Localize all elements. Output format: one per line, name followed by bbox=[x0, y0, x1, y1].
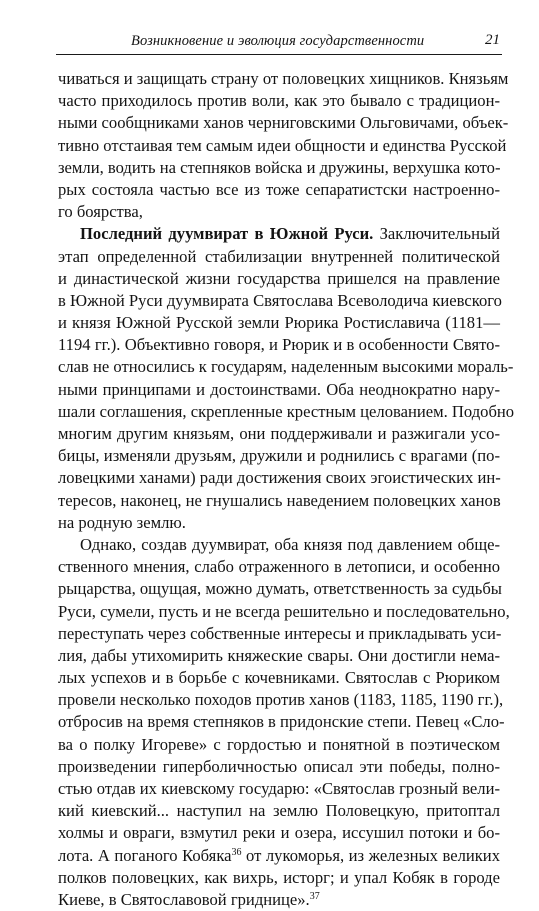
text-line: произведении гиперболичностью описал эти победы, полно- bbox=[58, 756, 500, 776]
text-line-with-heading bbox=[58, 223, 500, 245]
text-line: рыцарства, ощущая, можно думать, ответственность за судьбы bbox=[58, 579, 502, 599]
text-line: Однако, создав дуумвират, оба князя под давлением обще- bbox=[80, 534, 500, 554]
section-heading: Последний дуумвират в Южной Руси. bbox=[80, 224, 374, 244]
text-line: кий киевский... наступил на землю Половецкую, притоптал bbox=[58, 801, 500, 821]
text-line: 1194 гг.). Объективно говоря, и Рюрик и в особенности Свято- bbox=[58, 335, 500, 355]
text-line: ными сообщниками ханов черниговскими Ольговичами, объек- bbox=[58, 113, 509, 133]
text-line: в Южной Руси дуумвирата Святослава Всеволодича киевского bbox=[58, 290, 502, 310]
text-line: ными принципами и достоинствами. Оба неоднократно нару- bbox=[58, 379, 500, 399]
text-line: на родную землю. bbox=[58, 512, 186, 532]
text-line: отбросив на время степняков в придонские степи. Певец «Сло- bbox=[58, 712, 505, 732]
text-line: холмы и овраги, взмутил реки и озера, иссушил потоки и бо- bbox=[58, 823, 500, 843]
text-line: и князя Южной Русской земли Рюрика Ростиславича (1181— bbox=[58, 313, 500, 333]
text-line: лия, дабы утихомирить княжеские свары. Они достигли нема- bbox=[58, 645, 500, 665]
text-line: полков половецких, как вихрь, исторг; и упал Кобяк в городе bbox=[58, 867, 500, 887]
text-line: го боярства, bbox=[58, 202, 143, 222]
text-line: чиваться и защищать страну от половецких хищников. Князьям bbox=[58, 69, 509, 88]
text-line: тересов, наконец, не гнушались наведением половецких ханов bbox=[58, 490, 501, 510]
last-line-text: Киеве, в Святославовой гриднице». bbox=[58, 889, 310, 909]
page-number: 21 bbox=[485, 32, 500, 48]
running-header bbox=[56, 30, 502, 55]
footnote-line-after: от лукоморья, из железных великих bbox=[241, 845, 500, 865]
text-line: ва о полку Игореве» с гордостью и понятной в поэтическом bbox=[58, 734, 500, 754]
text-line: земли, водить на степняков войска и дружины, верхушка кото- bbox=[58, 157, 501, 177]
footnote-marker[interactable]: 37 bbox=[309, 890, 320, 902]
body-text bbox=[58, 68, 515, 911]
text-line-footnote bbox=[58, 889, 500, 911]
text-line: провели несколько походов против ханов (1183, 1185, 1190 гг.), bbox=[58, 690, 504, 710]
heading-line-rest: Заключительный bbox=[373, 224, 500, 244]
text-line: лых успехов и в борьбе с кочевниками. Святослав с Рюриком bbox=[58, 668, 500, 688]
text-line: часто приходилось против воли, как это бывало с традицион- bbox=[58, 91, 500, 111]
text-line: Руси, сумели, пусть и не всегда решительно и последовательно, bbox=[58, 601, 510, 621]
text-line: и династической жизни государства пришелся на правление bbox=[58, 268, 500, 288]
footnote-line-before: лота. А поганого Кобяка bbox=[58, 845, 232, 865]
paragraph-achievements bbox=[58, 534, 510, 911]
footnote-marker[interactable]: 36 bbox=[231, 846, 242, 858]
text-line-footnote bbox=[58, 845, 500, 867]
text-line: стью отдав их киевскому государю: «Святослав грозный вели- bbox=[58, 779, 500, 798]
text-line: рых состояла частью все из тоже сепаратистски настроенно- bbox=[58, 179, 500, 199]
text-line: шали соглашения, скрепленные крестным целованием. Подобно bbox=[58, 401, 515, 421]
text-line: этап определенной стабилизации внутренней политической bbox=[58, 246, 500, 266]
text-line: бицы, изменяли друзьям, дружили и роднились с врагами (по- bbox=[58, 446, 500, 466]
text-line: ственного мнения, слабо отраженного в летописи, и особенно bbox=[58, 557, 500, 577]
text-line: многим другим князьям, они поддерживали и разжигали усо- bbox=[58, 424, 500, 443]
text-line: переступать через собственные интересы и прикладывать уси- bbox=[58, 623, 502, 643]
text-line: слав не относились к государям, наделенным высокими мораль- bbox=[58, 357, 514, 377]
running-title: Возникновение и эволюция государственности bbox=[131, 33, 425, 49]
text-line: тивно отстаивая тем самым идеи общности и единства Русской bbox=[58, 135, 507, 155]
paragraph-duumvirate bbox=[58, 223, 515, 534]
paragraph-continuation bbox=[58, 68, 509, 223]
text-line: ловецкими ханами) ради достижения своих эгоистических ин- bbox=[58, 468, 501, 488]
